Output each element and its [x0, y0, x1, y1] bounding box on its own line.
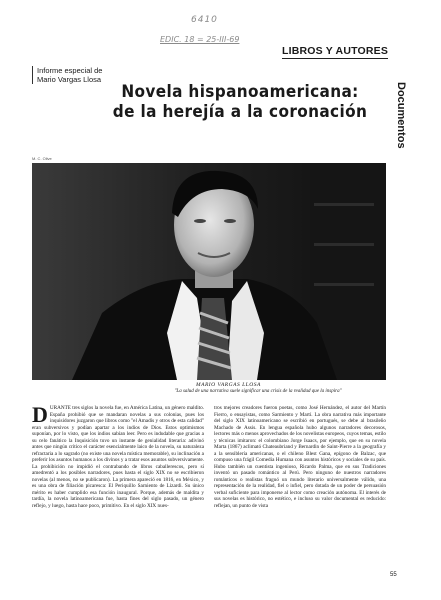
- author-photo: [32, 163, 386, 380]
- body-column-right: [214, 405, 386, 509]
- section-header: LIBROS Y AUTORES: [282, 45, 389, 57]
- section-rule: [282, 58, 388, 59]
- kicker-line: Informe especial de: [37, 66, 103, 75]
- handwritten-annotation: 6410: [191, 15, 218, 25]
- side-label-text: Documentos: [395, 82, 407, 149]
- caption-quote: "La salud de una narrativa suele significar una crisis de la realidad que la inspira": [174, 389, 342, 394]
- author-photo-graphic: [32, 163, 386, 380]
- title-line: de la herejía a la coronación: [112, 102, 368, 122]
- page-number: 55: [390, 572, 397, 578]
- drop-cap: D: [32, 402, 48, 427]
- body-column-left: [32, 402, 204, 509]
- caption-name: MARIO VARGAS LLOSA: [196, 382, 261, 388]
- article-title: [105, 82, 375, 122]
- title-line: Novela hispanoamericana:: [121, 82, 359, 102]
- body-paragraph: tros mejores creadores fueron poetas, como José Hernández, el autor del Martín Fierro, o ensayistas, como Sarmiento y Martí. La obra narrativa más importante del siglo XIX latinoamericano se escribió en portugués, se debe al brasileño Machado de Assis. En lengua española hubo algunos narradores decorosos, lectores más o menos aprovechados de los novelistas europeos, cuyos temas, estilo y técnicas imitaron: el colombiano Jorge Isaacs, por ejemplo, que en su novela Marta (1867) aclimató Chateaubriand y Bernardin de Saint-Pierre a la geografía y a la sensiblería americanas, o el chileno Blest Gana, epígono de Balzac, que compuso una frágil Comedia Humana con asuntos históricos y sociales de su país. Hubo también un cuentista ingenioso, Ricardo Palma, que en sus Tradiciones inventó un pasado romántico al Perú. Pero ninguno de nuestros narradores románticos o realistas fraguó un mundo literario universalmente válido, una representación de la realidad, fiel o infiel, pero dotada de un poder de persuasión verbal suficiente para imponerse al lector como creación autónoma. El interés de sus novelas es histórico, no estético, e incluso su valor documental es reducido: reflejan, un punto de vista: [214, 405, 386, 509]
- kicker-author: Mario Vargas Llosa: [37, 75, 102, 84]
- side-label: [394, 82, 408, 222]
- photo-credit: M. C. Olive: [32, 156, 52, 161]
- body-paragraph: URANTE tres siglos la novela fue, en América Latina, un género maldito. España prohibió que se mandaran novelas a sus colonias, pues los inquisidores juzgaron que libros como "el Amadís y otros de esta calidad" eran subversivos y podían apartar a los indios de Dios. Estos optimismos suponían, por lo visto, que los indios sabían leer. Pero es indudable que gracias a su celo fanático la Inquisición tuvo un instante de genialidad literaria: adivinó antes que ningún crítico el carácter esencialmente laico de la novela, su naturaleza refractaria a lo sagrado (no existe una novela mística memorable), su inclinación a preferir los asuntos humanos a los divinos y a tratar esos asuntos subversivamente. La prohibición no impidió el contrabando de libros caballerescos, pero sí amedrentó a los posibles narradores, pues hasta el siglo XIX no se escribieron novelas (al menos, no se publicaron). La primera apareció en 1816, en México, y es una obra de filiación picaresca: El Periquillo Sarniento de Lizardi. Su único mérito es haber cumplido esa función inaugural. Porque, además de maldita y tardía, la novela latinoamericana fue, hasta fines del siglo pasado, un género reflejo, y luego, hasta hace poco, primitivo. En el siglo XIX nues-: [32, 405, 204, 509]
- handwritten-edition-reference: EDIC. 18 = 25-III-69: [160, 35, 240, 44]
